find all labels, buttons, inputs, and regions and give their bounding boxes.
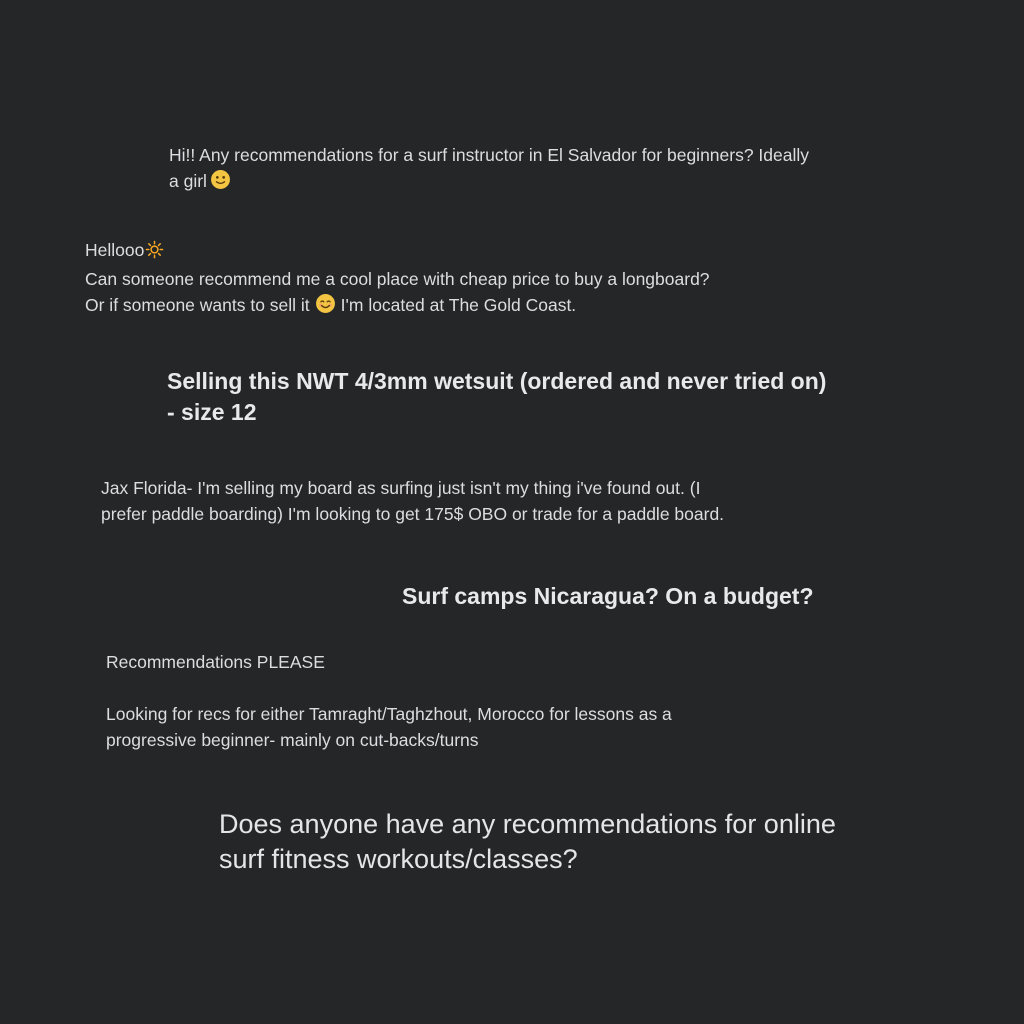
post-surf-fitness-workouts (219, 807, 836, 877)
post-text-line: Can someone recommend me a cool place with cheap price to buy a longboard? (85, 269, 710, 289)
post-text-line: Jax Florida- I'm selling my board as surfing just isn't my thing i've found out. (I (101, 478, 701, 498)
slightly-smiling-face-icon (210, 169, 231, 197)
post-text-line: Does anyone have any recommendations for online (219, 809, 836, 839)
post-text-line: prefer paddle boarding) I'm looking to get 175$ OBO or trade for a paddle board. (101, 504, 725, 524)
post-text-line: Recommendations PLEASE (106, 652, 325, 672)
post-text-line: Hellooo (85, 240, 145, 260)
post-wetsuit-for-sale (167, 366, 826, 428)
post-text-line: Hi!! Any recommendations for a surf instructor in El Salvador for beginners? Ideally (169, 145, 810, 165)
post-surf-camps-nicaragua (402, 581, 814, 612)
post-text-line: I'm located at The Gold Coast. (340, 295, 577, 315)
post-text-line: Looking for recs for either Tamraght/Taghzhout, Morocco for lessons as a (106, 704, 672, 724)
post-text-line: Selling this NWT 4/3mm wetsuit (ordered and never tried on) (167, 368, 827, 394)
post-longboard-gold-coast (85, 237, 710, 321)
post-text-line: - size 12 (167, 399, 257, 425)
post-text-line: progressive beginner- mainly on cut-backs/turns (106, 730, 479, 750)
post-surf-instructor-el-salvador (169, 142, 809, 197)
sun-icon (145, 240, 164, 266)
post-text-line: Or if someone wants to sell it (85, 295, 310, 315)
post-text-line: Surf camps Nicaragua? On a budget? (402, 583, 814, 609)
post-text-line: a girl (169, 171, 207, 191)
smiling-face-icon (315, 293, 336, 321)
post-jax-florida-board (101, 475, 724, 527)
post-morocco-lessons (106, 649, 672, 753)
post-text-line: surf fitness workouts/classes? (219, 844, 578, 874)
